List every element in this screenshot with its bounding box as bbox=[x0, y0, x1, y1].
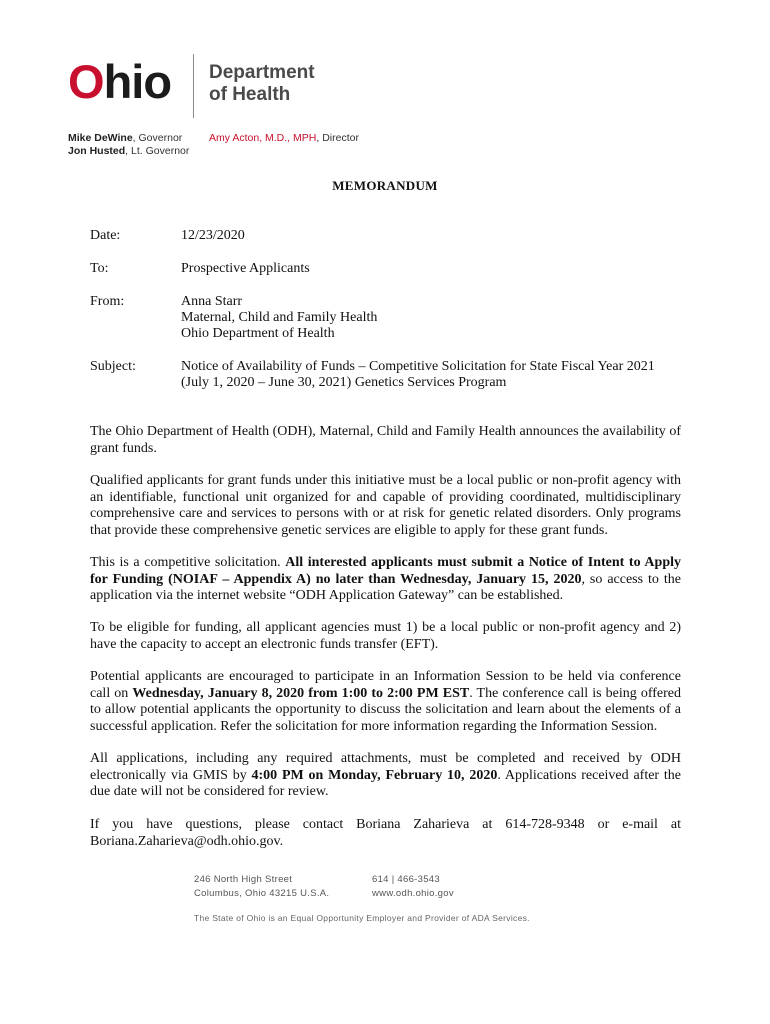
paragraph-solicitation bbox=[90, 555, 681, 605]
from-division: Maternal, Child and Family Health bbox=[181, 310, 378, 325]
info-session-datetime: Wednesday, January 8, 2020 from 1:00 to 2:00 PM EST bbox=[132, 685, 470, 701]
department-line-1: Department bbox=[209, 62, 315, 83]
noiaf-deadline: All interested applicants must submit a Notice of Intent to Apply for Funding (NOIAF – Appendix A) no later than Wednesday, January 15, 2020 bbox=[90, 555, 681, 587]
eeo-statement: The State of Ohio is an Equal Opportunity Employer and Provider of ADA Services. bbox=[194, 913, 530, 923]
logo-o-letter: O bbox=[68, 55, 104, 108]
department-name bbox=[209, 62, 315, 106]
memo-title: MEMORANDUM bbox=[332, 178, 438, 193]
subject-label: Subject: bbox=[90, 359, 136, 374]
address-city: Columbus, Ohio 43215 U.S.A. bbox=[194, 888, 330, 899]
department-line-2: of Health bbox=[209, 84, 291, 105]
info-session-text-end: . The conference call is being offered to allow potential applicants the opportunity to discuss the solicitation and learn about the elements of a successful application. Refer the solicitation for more information regarding the Information Session. bbox=[90, 685, 681, 734]
from-organization: Ohio Department of Health bbox=[181, 326, 335, 341]
ohio-logo bbox=[68, 55, 172, 108]
paragraph-announcement: The Ohio Department of Health (ODH), Maternal, Child and Family Health announces the availability of grant funds. bbox=[90, 424, 681, 456]
paragraph-eligibility: Qualified applicants for grant funds under this initiative must be a local public or non-profit agency with an identifiable, functional unit organized for and capable of providing coordinated, multidisciplinary comprehensive care and services to persons with or at risk for genetic related disorders. Only programs that provide these comprehensive genetic services are eligible to apply for these grant funds. bbox=[90, 473, 681, 538]
governor-name: Mike DeWine bbox=[68, 132, 133, 144]
from-name: Anna Starr bbox=[181, 294, 243, 309]
governor-block bbox=[68, 132, 189, 158]
solicitation-text-end: , so access to the application via the internet website “ODH Application Gateway” can be established. bbox=[90, 571, 681, 603]
footer-contact bbox=[372, 873, 454, 901]
info-session-text: Potential applicants are encouraged to participate in an Information Session to be held via conference call on bbox=[90, 669, 681, 701]
director-block bbox=[209, 132, 359, 145]
paragraph-info-session bbox=[90, 669, 681, 735]
paragraph-requirements: To be eligible for funding, all applicant agencies must 1) be a local public or non-profit agency and 2) have the capacity to accept an electronic funds transfer (EFT). bbox=[90, 620, 681, 652]
from-label: From: bbox=[90, 294, 125, 309]
to-value: Prospective Applicants bbox=[181, 261, 310, 276]
paragraph-contact: If you have questions, please contact Boriana Zaharieva at 614-728-9348 or e-mail at Boriana.Zaharieva@odh.ohio.gov. bbox=[90, 817, 681, 849]
footer-website: www.odh.ohio.gov bbox=[372, 888, 454, 899]
footer-address bbox=[194, 873, 329, 901]
footer-phone: 614 | 466-3543 bbox=[372, 874, 440, 885]
logo-divider bbox=[193, 54, 194, 118]
logo-text: hio bbox=[103, 55, 172, 108]
paragraph-deadline bbox=[90, 751, 681, 801]
application-deadline: 4:00 PM on Monday, February 10, 2020 bbox=[251, 767, 498, 783]
to-label: To: bbox=[90, 261, 109, 276]
lt-governor-title: , Lt. Governor bbox=[125, 145, 190, 157]
deadline-text: All applications, including any required attachments, must be completed and received by ODH electronically via GMIS by bbox=[90, 751, 681, 783]
lt-governor-name: Jon Husted bbox=[68, 145, 126, 157]
solicitation-text: This is a competitive solicitation. bbox=[90, 555, 286, 570]
governor-title: , Governor bbox=[132, 132, 183, 144]
subject-line-2: (July 1, 2020 – June 30, 2021) Genetics Services Program bbox=[181, 375, 507, 390]
date-value: 12/23/2020 bbox=[181, 228, 245, 243]
director-name: Amy Acton, M.D., MPH bbox=[209, 132, 317, 144]
date-label: Date: bbox=[90, 228, 121, 243]
from-value bbox=[181, 294, 701, 342]
deadline-text-end: . Applications received after the due date will not be considered for review. bbox=[90, 767, 681, 799]
subject-line-1: Notice of Availability of Funds – Competitive Solicitation for State Fiscal Year 2021 bbox=[181, 359, 655, 374]
subject-value bbox=[181, 359, 681, 391]
address-street: 246 North High Street bbox=[194, 874, 293, 885]
director-title: , Director bbox=[316, 132, 359, 144]
